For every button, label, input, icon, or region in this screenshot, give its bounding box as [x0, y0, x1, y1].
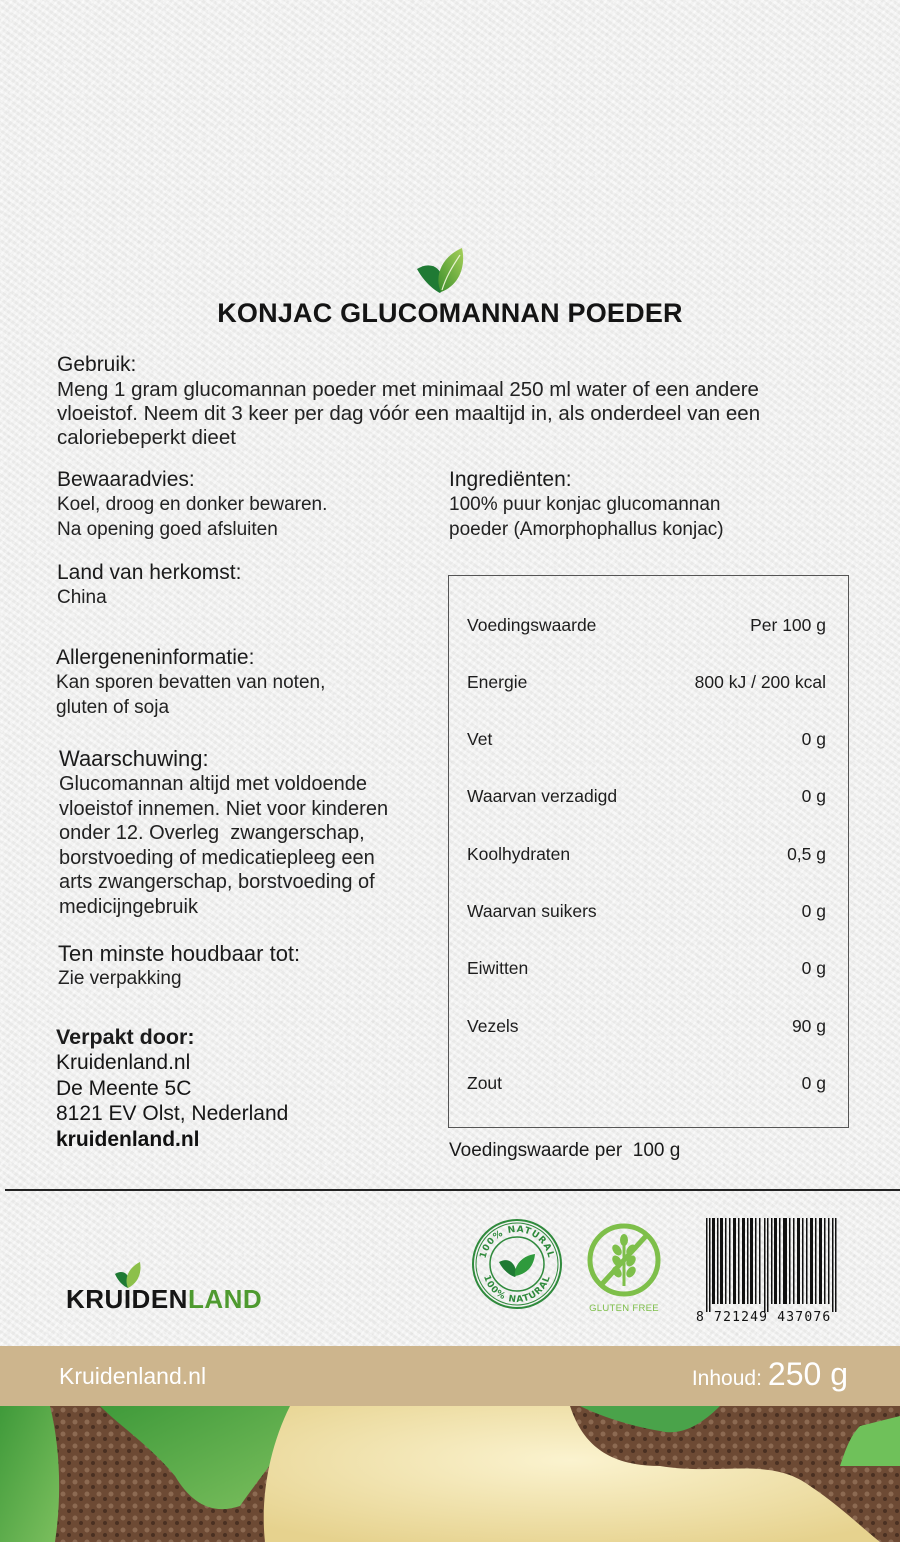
section-ingredienten	[449, 467, 724, 542]
waarschuwing-line: Glucomannan altijd met voldoende	[59, 773, 367, 795]
content-amount: 250 g	[767, 1356, 848, 1392]
brand-name-dark: KRUIDEN	[66, 1284, 188, 1314]
nutrition-value: 90 g	[791, 1016, 826, 1036]
gebruik-line: vloeistof. Neem dit 3 keer per dag vóór een maaltijd in, als onderdeel van een	[57, 402, 761, 425]
nutrition-header-row	[467, 615, 826, 639]
section-houdbaar	[58, 941, 300, 992]
nutrition-value: 0 g	[801, 729, 826, 749]
bewaaradvies-line: Koel, droog en donker bewaren.	[57, 494, 328, 515]
svg-text:100% NATURAL: 100% NATURAL	[481, 1273, 553, 1306]
nutrition-label: Waarvan suikers	[467, 901, 597, 921]
gebruik-line: caloriebeperkt dieet	[57, 426, 236, 449]
brand-logo	[66, 1262, 296, 1322]
gluten-free-icon	[580, 1220, 668, 1302]
section-allergenen	[56, 645, 325, 720]
nutrition-label: Energie	[467, 672, 528, 692]
nutrition-row	[467, 1073, 826, 1097]
section-waarschuwing	[59, 746, 388, 919]
nutrition-value: 0,5 g	[787, 844, 826, 864]
nutrition-value: 0 g	[801, 1073, 826, 1093]
gluten-free-label: GLUTEN FREE	[589, 1303, 659, 1314]
verpakt-line: Kruidenland.nl	[56, 1051, 191, 1074]
verpakt-line: 8121 EV Olst, Nederland	[56, 1102, 289, 1125]
content-label: Inhoud:	[691, 1367, 762, 1390]
nutrition-table	[448, 575, 849, 1128]
waarschuwing-line: medicijngebruik	[59, 895, 198, 918]
nutrition-value: 0 g	[801, 958, 826, 978]
barcode-bars-icon	[706, 1218, 838, 1312]
nutrition-row	[467, 958, 826, 982]
nutrition-row	[467, 844, 826, 868]
herkomst-heading: Land van herkomst:	[57, 561, 242, 584]
nutrition-label: Koolhydraten	[467, 844, 571, 864]
nutrition-label: Vezels	[467, 1016, 519, 1036]
section-herkomst	[57, 560, 241, 611]
ingredienten-line: poeder (Amorphophallus konjac)	[449, 518, 724, 540]
section-verpakt	[56, 1024, 288, 1152]
ingredienten-heading: Ingrediënten:	[449, 468, 572, 491]
waarschuwing-line: onder 12. Overleg zwangerschap,	[59, 822, 365, 844]
brand-name-green: LAND	[187, 1284, 263, 1314]
gebruik-heading: Gebruik:	[57, 353, 137, 376]
houdbaar-heading: Ten minste houdbaar tot:	[58, 941, 301, 966]
section-bewaaradvies	[57, 467, 327, 542]
nutrition-label: Voedingswaarde	[467, 615, 597, 635]
nutrition-value: 0 g	[801, 901, 826, 921]
band-website: Kruidenland.nl	[59, 1363, 207, 1389]
nutrition-row	[467, 729, 826, 753]
allergenen-heading: Allergeneninformatie:	[56, 646, 255, 669]
divider	[5, 1189, 900, 1191]
allergenen-line: Kan sporen bevatten van noten,	[56, 672, 326, 693]
nutrition-row	[467, 672, 826, 696]
bewaaradvies-line: Na opening goed afsluiten	[57, 518, 278, 540]
verpakt-line: De Meente 5C	[56, 1076, 192, 1100]
product-title: KONJAC GLUCOMANNAN POEDER	[217, 298, 683, 328]
nutrition-label: Waarvan verzadigd	[467, 786, 618, 806]
nutrition-label: Zout	[467, 1073, 503, 1093]
gluten-free-badge	[580, 1220, 668, 1320]
nutrition-row	[467, 786, 826, 810]
nutrition-row	[467, 901, 826, 925]
verpakt-website: kruidenland.nl	[56, 1127, 200, 1151]
allergenen-line: gluten of soja	[56, 696, 170, 718]
herkomst-line: China	[57, 587, 107, 608]
nutrition-value: 800 kJ / 200 kcal	[694, 672, 826, 692]
bewaaradvies-heading: Bewaaradvies:	[57, 468, 195, 491]
natural-badge-icon	[471, 1218, 563, 1310]
barcode	[696, 1218, 844, 1330]
section-gebruik	[57, 352, 760, 450]
gebruik-line: Meng 1 gram glucomannan poeder met minimaal 250 ml water of een andere	[57, 378, 759, 401]
band-content	[692, 1356, 848, 1393]
brand-wordmark	[66, 1284, 262, 1315]
ingredienten-line: 100% puur konjac glucomannan	[449, 494, 721, 515]
waarschuwing-line: borstvoeding of medicatiepleeg een	[59, 846, 375, 869]
nutrition-value: 0 g	[801, 786, 826, 806]
konjac-root-image	[0, 1406, 900, 1542]
barcode-number: 8 721249 437076	[696, 1310, 832, 1325]
nutrition-label: Eiwitten	[467, 958, 529, 978]
nutrition-value: Per 100 g	[750, 615, 826, 635]
nutrition-row	[467, 1016, 826, 1040]
nutrition-label: Vet	[467, 729, 493, 749]
leaf-logo-icon	[414, 245, 470, 295]
waarschuwing-line: arts zwangerschap, borstvoeding of	[59, 871, 375, 893]
konjac-photo	[0, 1406, 900, 1542]
houdbaar-line: Zie verpakking	[58, 968, 182, 989]
svg-text:100% NATURAL: 100% NATURAL	[478, 1224, 556, 1260]
nutrition-footer: Voedingswaarde per 100 g	[449, 1140, 681, 1161]
waarschuwing-heading: Waarschuwing:	[59, 746, 209, 771]
verpakt-heading: Verpakt door:	[56, 1025, 195, 1049]
waarschuwing-line: vloeistof innemen. Niet voor kinderen	[59, 797, 389, 820]
